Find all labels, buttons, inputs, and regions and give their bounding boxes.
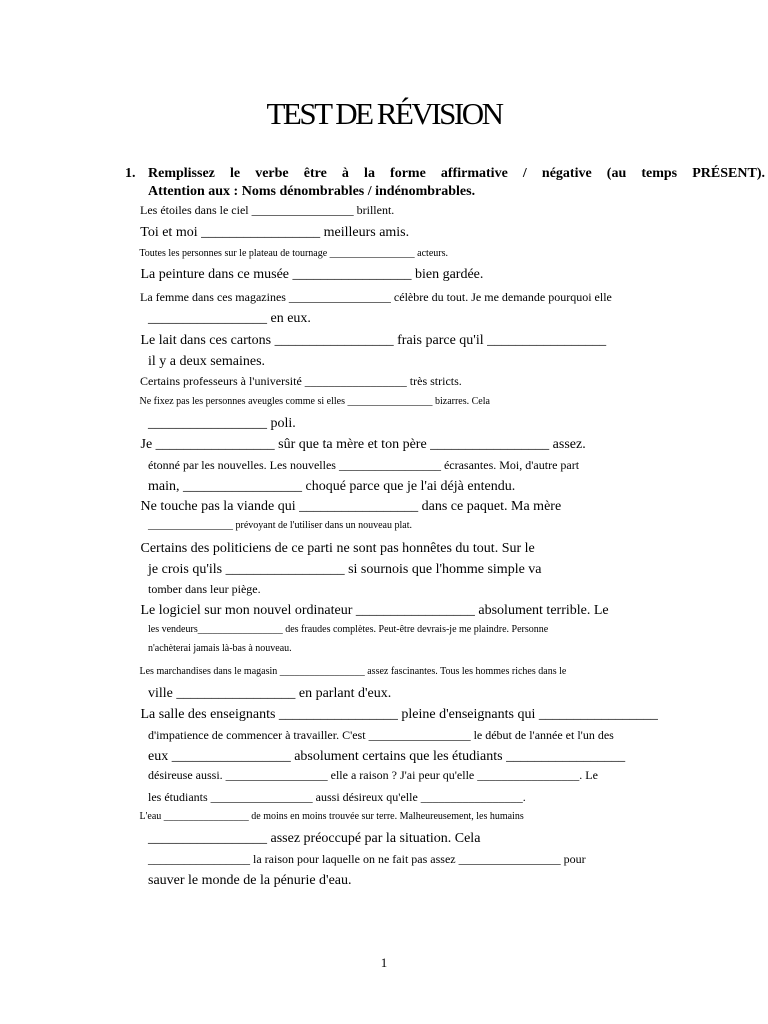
exercise-item: [125, 396, 490, 407]
exercise-item-continuation: [148, 728, 614, 743]
exercise-text: Le logiciel sur mon nouvel ordinateur _________________ absolument terrible. Le: [140, 603, 609, 618]
exercise-text: Toi et moi _________________ meilleurs amis.: [140, 225, 410, 240]
instruction-line-2: Attention aux : Noms dénombrables / indénombrables.: [148, 184, 476, 199]
exercise-text: La peinture dans ce musée _________________ bien gardée.: [140, 267, 484, 282]
exercise-item: [125, 666, 566, 677]
exercise-text: _________________ en eux.: [148, 311, 311, 326]
exercise-text: désireuse aussi. _________________ elle a raison ? J'ai peur qu'elle _________________. Le: [148, 768, 598, 782]
exercise-text: il y a deux semaines.: [148, 354, 266, 369]
exercise-item-continuation: [148, 311, 311, 327]
exercise-text: les étudiants _________________ aussi désireux qu'elle _________________.: [148, 790, 526, 804]
exercise-text: eux _________________ absolument certains que les étudiants _________________: [148, 749, 626, 764]
exercise-item: [125, 333, 606, 349]
exercise-text: _________________ assez préoccupé par la situation. Cela: [148, 831, 481, 846]
exercise-item: [125, 203, 394, 218]
exercise-text: _________________ poli.: [148, 416, 296, 431]
exercise-item-continuation: [148, 790, 526, 805]
exercise-item: [125, 374, 462, 389]
exercise-text: Certains des politiciens de ce parti ne sont pas honnêtes du tout. Sur le: [140, 541, 535, 556]
exercise-text: d'impatience de commencer à travailler. C'est _________________ le début de l'année et l'un des: [148, 728, 614, 742]
exercise-item-continuation: [148, 831, 480, 847]
exercise-text: je crois qu'ils _________________ si sournois que l'homme simple va: [148, 562, 542, 577]
exercise-text: _________________ prévoyant de l'utiliser dans un nouveau plat.: [148, 520, 412, 531]
instruction-number: 1.: [125, 166, 136, 181]
exercise-text: La salle des enseignants _________________ pleine d'enseignants qui _________________: [140, 707, 658, 722]
exercise-text: Ne touche pas la viande qui _________________ dans ce paquet. Ma mère: [140, 499, 562, 514]
exercise-item-continuation: [148, 354, 265, 370]
exercise-item-continuation: [148, 416, 296, 432]
exercise-item: [125, 541, 535, 557]
exercise-text: Ne fixez pas les personnes aveugles comme si elles _________________ bizarres. Cela: [139, 396, 490, 407]
exercise-text: Les marchandises dans le magasin _________________ assez fascinantes. Tous les hommes riches dans le: [139, 666, 567, 677]
exercise-item-continuation: [148, 624, 548, 635]
exercise-item: [125, 248, 448, 259]
exercise-item: [125, 707, 658, 723]
exercise-text: L'eau _________________ de moins en moins trouvée sur terre. Malheureusement, les humains: [139, 811, 524, 822]
exercise-item: [125, 603, 609, 619]
instruction-block: [125, 165, 765, 201]
exercise-text: _________________ la raison pour laquelle on ne fait pas assez _________________ pour: [148, 852, 586, 866]
exercise-text: les vendeurs_________________ des fraudes complètes. Peut-être devrais-je me plaindre. Personne: [148, 624, 549, 635]
exercise-item: [125, 811, 524, 822]
exercise-item-continuation: [148, 686, 391, 702]
instruction-line-1: Remplissez le verbe être à la forme affirmative / négative (au temps PRÉSENT).: [148, 166, 765, 181]
exercise-item: [125, 437, 586, 453]
exercise-text: main, _________________ choqué parce que je l'ai déjà entendu.: [148, 479, 516, 494]
exercise-item: [125, 267, 483, 283]
exercise-item-continuation: [148, 873, 352, 889]
page-number: 1: [380, 955, 388, 970]
exercise-text: Toutes les personnes sur le plateau de tournage _________________ acteurs.: [139, 248, 448, 259]
page-title: TEST DE RÉVISION: [266, 96, 502, 131]
exercise-item-continuation: [148, 643, 292, 654]
exercise-text: Les étoiles dans le ciel _________________ brillent.: [140, 203, 395, 217]
exercise-text: étonné par les nouvelles. Les nouvelles _________________ écrasantes. Moi, d'autre part: [148, 458, 580, 472]
exercise-item-continuation: [148, 749, 625, 765]
exercise-item-continuation: [148, 479, 515, 495]
exercise-text: tomber dans leur piège.: [148, 582, 261, 596]
exercise-text: Certains professeurs à l'université _________________ très stricts.: [140, 374, 462, 388]
exercise-text: La femme dans ces magazines _________________ célèbre du tout. Je me demande pourquoi elle: [140, 290, 612, 304]
exercise-item: [125, 225, 409, 241]
exercise-text: Je _________________ sûr que ta mère et ton père _________________ assez.: [140, 437, 586, 452]
exercise-item-continuation: [148, 582, 261, 597]
exercise-item-continuation: [148, 520, 412, 531]
exercise-item: [125, 290, 612, 305]
exercise-item-continuation: [148, 852, 586, 867]
exercise-item: [125, 499, 561, 515]
exercise-item-continuation: [148, 768, 598, 783]
exercise-text: n'achèterai jamais là-bas à nouveau.: [148, 643, 292, 654]
exercise-item-continuation: [148, 458, 579, 473]
exercise-text: sauver le monde de la pénurie d'eau.: [148, 873, 352, 888]
exercise-item-continuation: [148, 562, 542, 578]
exercise-text: ville _________________ en parlant d'eux.: [148, 686, 392, 701]
exercise-text: Le lait dans ces cartons _________________ frais parce qu'il _________________: [140, 333, 607, 348]
